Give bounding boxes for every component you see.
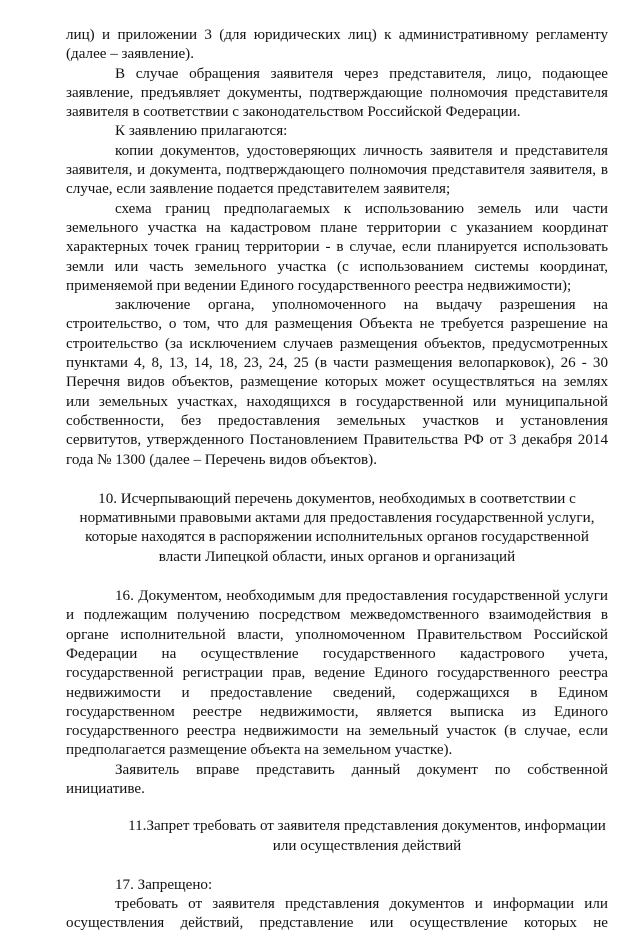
paragraph-representative: В случае обращения заявителя через представителя, лицо, подающее заявление, предъявляет документы, подтверждающие полномочия представителя заявителя в соответствии с законодательством Российской Федерации. — [66, 65, 608, 121]
paragraph-17-prohibited: 17. Запрещено: — [115, 876, 213, 893]
section-heading-11: 11.Запрет требовать от заявителя представления документов, информации или осуществления действий — [128, 818, 606, 854]
document-page — [66, 26, 608, 934]
section-heading-10: 10. Исчерпывающий перечень документов, необходимых в соответствии с нормативными правовыми актами для предоставления государственной услуги, которые находятся в распоряжении исполнительных органов государственной власти Липецкой области, иных органов и организаций — [79, 490, 595, 565]
paragraph-prohibition-text: требовать от заявителя представления документов и информации или осуществления действий, представление или осуществление которых не — [66, 896, 608, 932]
paragraph-boundary-scheme: схема границ предполагаемых к использованию земель или части земельного участка на кадастровом плане территории с указанием координат характерных точек границ территории - в случае, если планируется использовать земли или часть земельного участка (с использованием системы координат, применяемой при ведении Единого государственного реестра недвижимости); — [66, 200, 608, 294]
paragraph-identity-copies: копии документов, удостоверяющих личность заявителя и представителя заявителя, и документа, подтверждающего полномочия представителя заявителя, в случае, если заявление подается представителем заявителя; — [66, 142, 608, 198]
paragraph-own-initiative: Заявитель вправе представить данный документ по собственной инициативе. — [66, 761, 608, 797]
paragraph-attachments-intro: К заявлению прилагаются: — [115, 123, 288, 140]
paragraph-applicant-forms: лиц) и приложении 3 (для юридических лиц) к административному регламенту (далее – заявление). — [66, 27, 608, 63]
paragraph-construction-conclusion: заключение органа, уполномоченного на выдачу разрешения на строительство, о том, что для размещения Объекта не требуется разрешение на строительство (за исключением случаев размещения объектов, предусмотренных пунктами 4, 8, 13, 14, 18, 23, 24, 25 (в части размещения велопарковок), 26 - 30 Перечня видов объектов, размещение которых может осуществляться на землях или земельных участках, находящихся в государственной или муниципальной собственности, без предоставления земельных участков и установления сервитутов, утвержденного Постановлением Правительства РФ от 3 декабря 2014 года № 1300 (далее – Перечень видов объектов). — [66, 297, 608, 468]
paragraph-16-interagency: 16. Документом, необходимым для предоставления государственной услуги и подлежащим получению посредством межведомственного взаимодействия в органе исполнительной власти, уполномоченном Правительством Российской Федерации на осуществление государственного кадастрового учета, государственной регистрации прав, ведение Единого государственного реестра недвижимости и предоставление сведений, содержащихся в Едином государственном реестре недвижимости, является выписка из Единого государственного реестра недвижимости на земельный участок (в случае, если предполагается размещение объекта на земельном участке). — [66, 588, 608, 759]
